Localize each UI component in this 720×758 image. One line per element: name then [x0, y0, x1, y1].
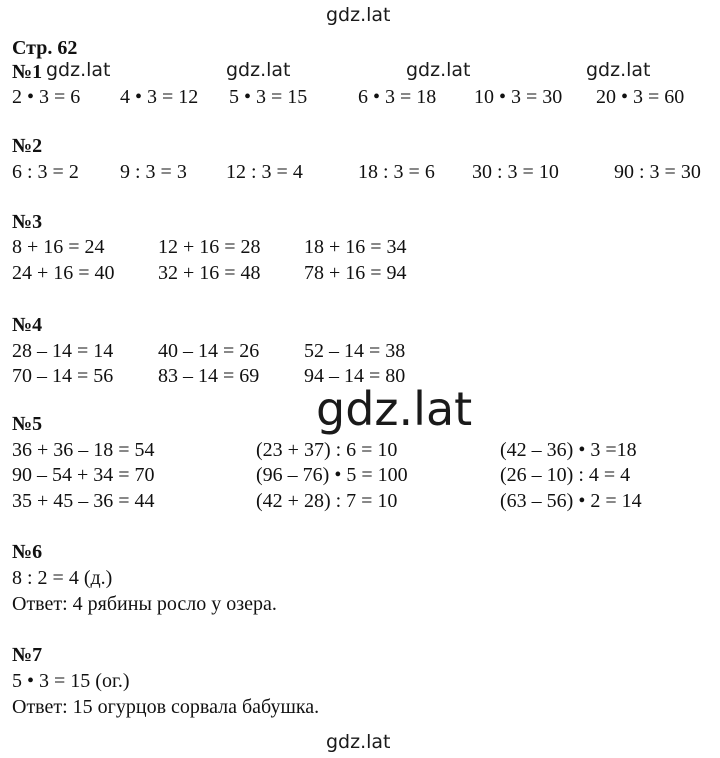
equation: (63 – 56) • 2 = 14 — [500, 490, 642, 512]
watermark-row1-1: gdz.lat — [46, 59, 111, 81]
task-label: №5 — [12, 413, 43, 435]
equation: 6 : 3 = 2 — [12, 161, 79, 183]
task-label: №2 — [12, 135, 43, 157]
equation: (23 + 37) : 6 = 10 — [256, 439, 398, 461]
equation: 35 + 45 – 36 = 44 — [12, 490, 155, 512]
equation: 12 : 3 = 4 — [226, 161, 303, 183]
task-label: №1 — [12, 61, 43, 83]
equation: 10 • 3 = 30 — [474, 86, 563, 108]
equation: 32 + 16 = 48 — [158, 262, 261, 284]
task-label: №4 — [12, 314, 43, 336]
equation: (96 – 76) • 5 = 100 — [256, 464, 408, 486]
equation: (26 – 10) : 4 = 4 — [500, 464, 631, 486]
task-label: №7 — [12, 644, 43, 666]
equation: 90 : 3 = 30 — [614, 161, 701, 183]
equation: 2 • 3 = 6 — [12, 86, 81, 108]
equation: 4 • 3 = 12 — [120, 86, 199, 108]
equation: 36 + 36 – 18 = 54 — [12, 439, 155, 461]
equation: 83 – 14 = 69 — [158, 365, 260, 387]
solution-line: 8 : 2 = 4 (д.) — [12, 567, 113, 589]
equation: 40 – 14 = 26 — [158, 340, 260, 362]
watermark-row1-4: gdz.lat — [586, 59, 651, 81]
watermark-row1-3: gdz.lat — [406, 59, 471, 81]
answer-line: Ответ: 4 рябины росло у озера. — [12, 593, 277, 615]
equation: 18 : 3 = 6 — [358, 161, 435, 183]
equation: 52 – 14 = 38 — [304, 340, 406, 362]
equation: 94 – 14 = 80 — [304, 365, 406, 387]
equation: (42 – 36) • 3 =18 — [500, 439, 637, 461]
solution-line: 5 • 3 = 15 (ог.) — [12, 670, 130, 692]
equation: 18 + 16 = 34 — [304, 236, 407, 258]
watermark-center: gdz.lat — [316, 382, 473, 436]
equation: 20 • 3 = 60 — [596, 86, 685, 108]
equation: (42 + 28) : 7 = 10 — [256, 490, 398, 512]
equation: 5 • 3 = 15 — [229, 86, 308, 108]
equation: 8 + 16 = 24 — [12, 236, 105, 258]
equation: 6 • 3 = 18 — [358, 86, 437, 108]
equation: 70 – 14 = 56 — [12, 365, 114, 387]
equation: 24 + 16 = 40 — [12, 262, 115, 284]
page-title: Стр. 62 — [12, 37, 78, 59]
equation: 30 : 3 = 10 — [472, 161, 559, 183]
answer-line: Ответ: 15 огурцов сорвала бабушка. — [12, 696, 320, 718]
equation: 12 + 16 = 28 — [158, 236, 261, 258]
equation: 78 + 16 = 94 — [304, 262, 407, 284]
watermark-top: gdz.lat — [326, 4, 391, 26]
equation: 90 – 54 + 34 = 70 — [12, 464, 155, 486]
equation: 9 : 3 = 3 — [120, 161, 187, 183]
task-label: №3 — [12, 211, 43, 233]
watermark-row1-2: gdz.lat — [226, 59, 291, 81]
watermark-bottom: gdz.lat — [326, 731, 391, 753]
equation: 28 – 14 = 14 — [12, 340, 114, 362]
task-label: №6 — [12, 541, 43, 563]
